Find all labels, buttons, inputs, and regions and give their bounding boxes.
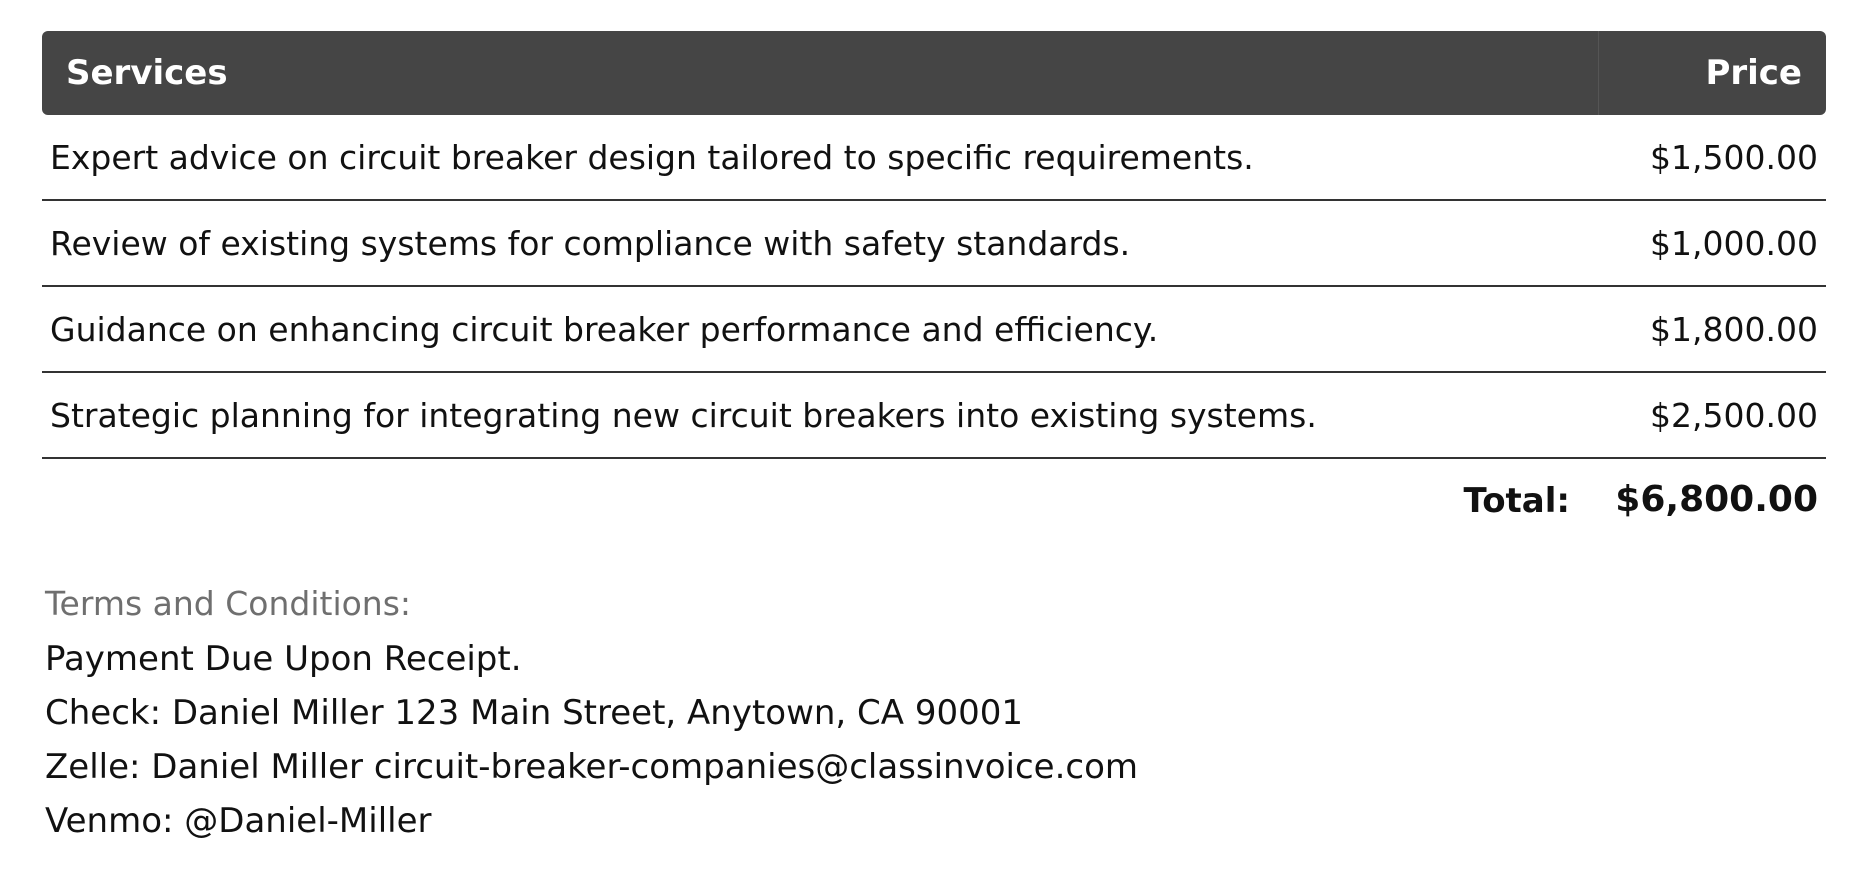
table-row (42, 201, 1826, 287)
table-row (42, 115, 1826, 201)
zelle-payment-text: Zelle: Daniel Miller circuit-breaker-companies@classinvoice.com (45, 747, 1138, 787)
total-label: Total: (1463, 481, 1570, 521)
total-value: $6,800.00 (1615, 479, 1818, 520)
invoice (42, 31, 1826, 545)
service-description: Expert advice on circuit breaker design tailored to specific requirements. (42, 115, 1599, 201)
price-column-header: Price (1599, 31, 1826, 115)
terms-title: Terms and Conditions: (45, 584, 412, 623)
service-price: $2,500.00 (1599, 373, 1826, 459)
service-description: Strategic planning for integrating new circuit breakers into existing systems. (42, 373, 1599, 459)
table-header (42, 31, 1826, 115)
total-row (42, 459, 1826, 545)
service-price: $1,500.00 (1599, 115, 1826, 201)
table-row (42, 287, 1826, 373)
check-payment-text: Check: Daniel Miller 123 Main Street, Anytown, CA 90001 (45, 693, 1024, 733)
service-price: $1,800.00 (1599, 287, 1826, 373)
services-column-header: Services (42, 31, 1599, 115)
header-row (42, 31, 1826, 115)
table-body (42, 115, 1826, 459)
services-table (42, 31, 1826, 459)
service-description: Review of existing systems for compliance with safety standards. (42, 201, 1599, 287)
venmo-payment-text: Venmo: @Daniel-Miller (45, 801, 432, 841)
service-description: Guidance on enhancing circuit breaker performance and efficiency. (42, 287, 1599, 373)
terms-section (45, 578, 1138, 848)
table-row (42, 373, 1826, 459)
payment-due-text: Payment Due Upon Receipt. (45, 639, 522, 679)
service-price: $1,000.00 (1599, 201, 1826, 287)
